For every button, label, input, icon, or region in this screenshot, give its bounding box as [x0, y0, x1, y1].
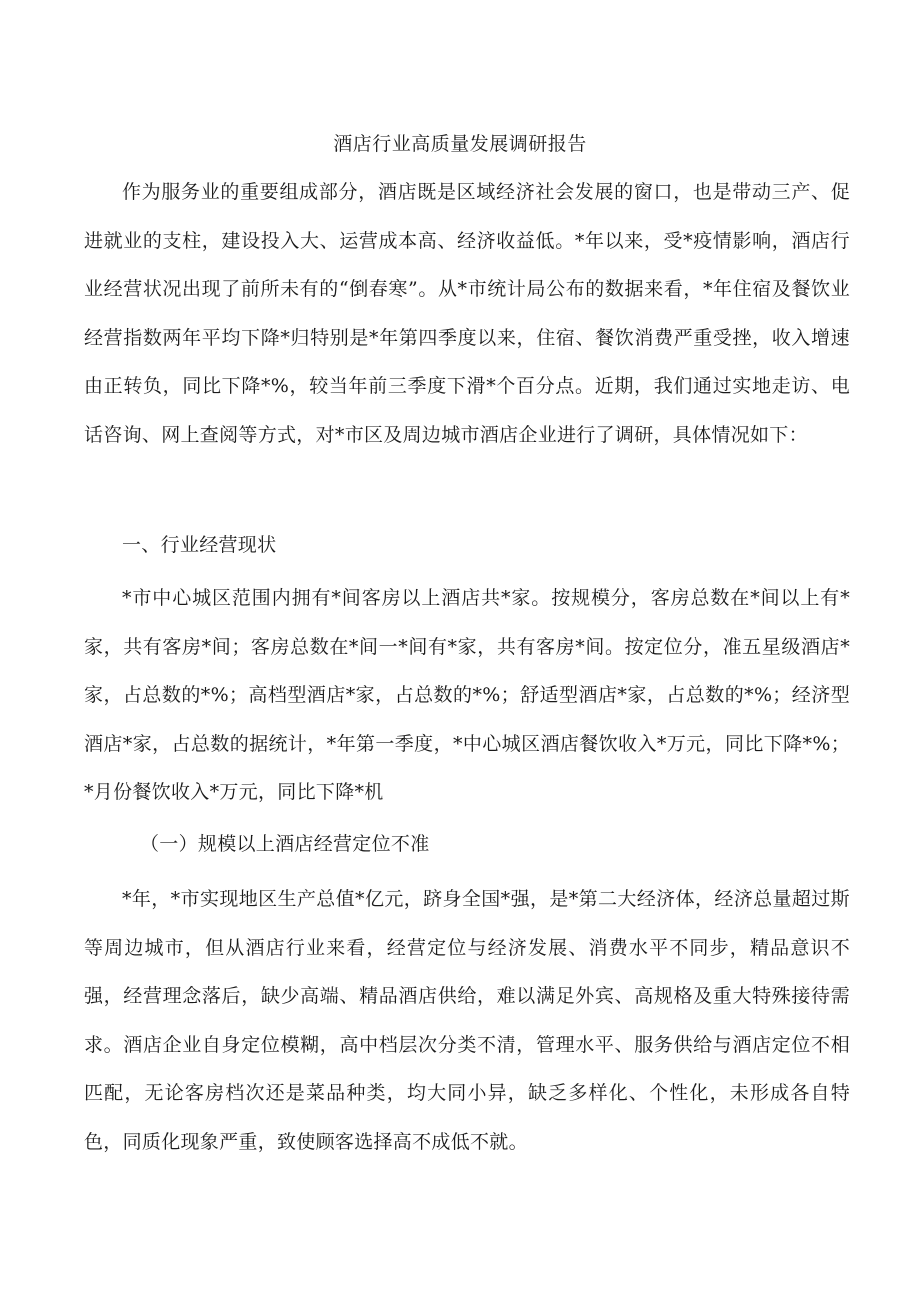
document-title: 酒店行业高质量发展调研报告: [333, 133, 587, 155]
intro-paragraph: 作为服务业的重要组成部分，酒店既是区域经济社会发展的窗口，也是带动三产、促进就业的支柱，建设投入大、运营成本高、经济收益低。*年以来，受*疫情影响，酒店行业经营状况出现了前所未有的“倒春寒”。从*市统计局公布的数据来看，*年住宿及餐饮业经营指数两年平均下降*归特别是*年第四季度以来，住宿、餐饮消费严重受挫，收入增速由正转负，同比下降*%，较当年前三季度下滑*个百分点。近期，我们通过实地走访、电话咨询、网上查阅等方式，对*市区及周边城市酒店企业进行了调研，具体情况如下：: [84, 181, 850, 446]
subsection-heading-1: （一）规模以上酒店经营定位不准: [140, 833, 430, 855]
subsection-1-paragraph: *年，*市实现地区生产总值*亿元，跻身全国*强，是*第二大经济体，经济总量超过斯等周边城市，但从酒店行业来看，经营定位与经济发展、消费水平不同步，精品意识不强，经营理念落后，缺少高端、精品酒店供给，难以满足外宾、高规格及重大特殊接待需求。酒店企业自身定位模糊，高中档层次分类不清，管理水平、服务供给与酒店定位不相匹配，无论客房档次还是菜品种类，均大同小异，缺乏多样化、个性化，未形成各自特色，同质化现象严重，致使顾客选择高不成低不就。: [84, 888, 850, 1153]
section-heading-1: 一、行业经营现状: [122, 534, 277, 556]
section-1-paragraph: *市中心城区范围内拥有*间客房以上酒店共*家。按规模分，客房总数在*间以上有*家，共有客房*间；客房总数在*间一*间有*家，共有客房*间。按定位分，准五星级酒店*家，占总数的*%；高档型酒店*家，占总数的*%；舒适型酒店*家，占总数的*%；经济型酒店*家，占总数的据统计，*年第一季度，*中心城区酒店餐饮收入*万元，同比下降*%；*月份餐饮收入*万元，同比下降*机: [84, 587, 850, 803]
